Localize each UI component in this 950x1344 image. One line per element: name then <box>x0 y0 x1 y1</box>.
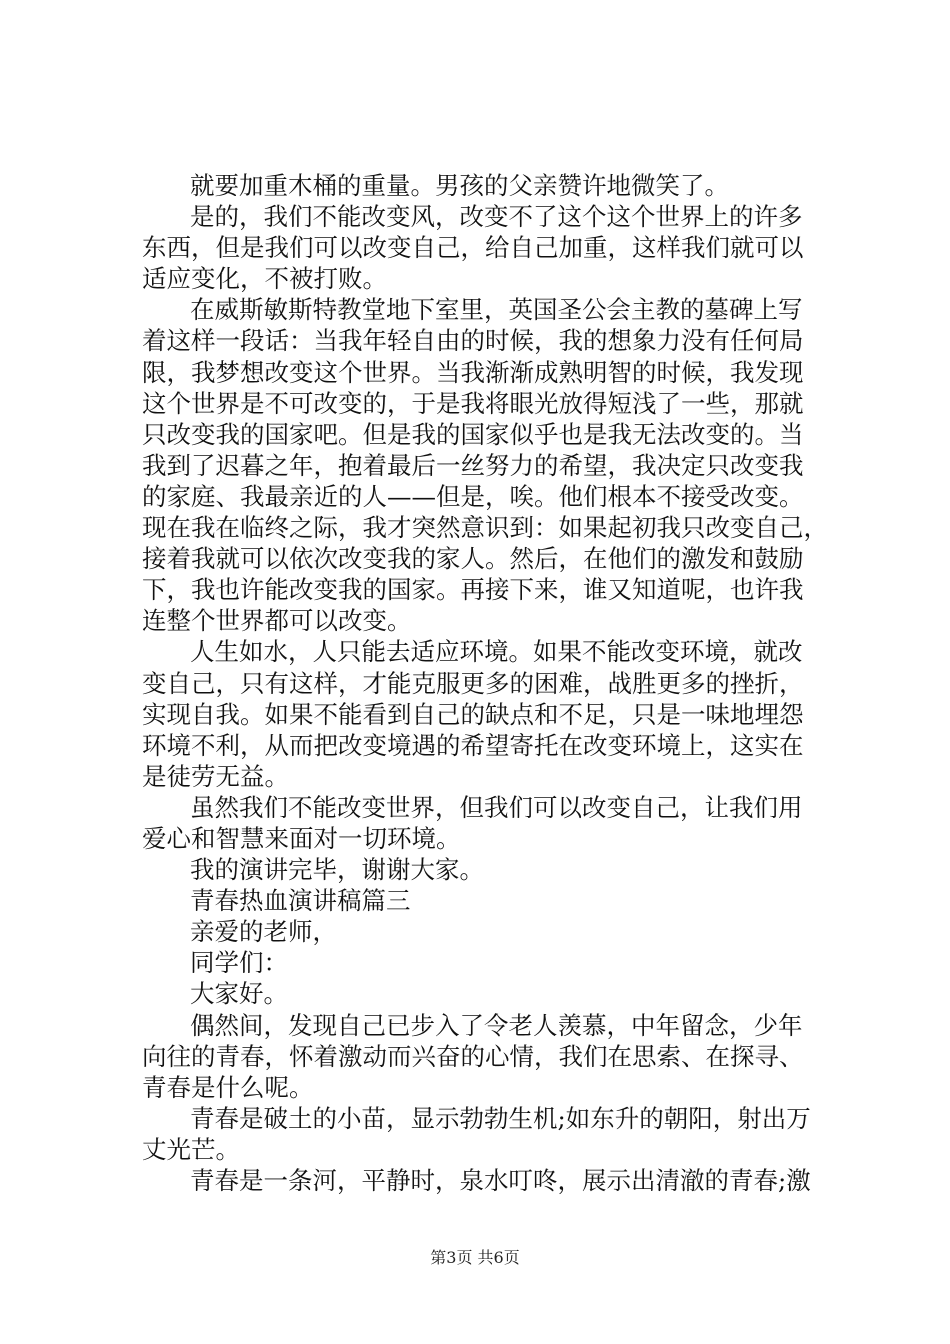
text-line: 变自己，只有这样，才能克服更多的困难，战胜更多的挫折， <box>142 668 804 698</box>
text-line: 青春是什么呢。 <box>142 1072 314 1102</box>
text-line: 现在我在临终之际，我才突然意识到：如果起初我只改变自己， <box>142 513 828 543</box>
document-body <box>142 170 832 1196</box>
text-line: 着这样一段话：当我年轻自由的时候，我的想象力没有任何局 <box>142 326 804 356</box>
text-line: 偶然间，发现自己已步入了令老人羡慕，中年留念，少年 <box>190 1010 803 1040</box>
text-line: 虽然我们不能改变世界，但我们可以改变自己，让我们用 <box>190 792 803 822</box>
text-line: 亲爱的老师， <box>190 917 337 947</box>
text-line: 适应变化，不被打败。 <box>142 264 387 294</box>
text-line: 环境不利，从而把改变境遇的希望寄托在改变环境上，这实在 <box>142 730 804 760</box>
text-line: 实现自我。如果不能看到自己的缺点和不足，只是一味地埋怨 <box>142 699 804 729</box>
text-line: 青春是破土的小苗，显示勃勃生机;如东升的朝阳，射出万 <box>190 1103 811 1133</box>
text-line: 爱心和智慧来面对一切环境。 <box>142 823 461 853</box>
text-line: 的家庭、我最亲近的人——但是，唉。他们根本不接受改变。 <box>142 481 804 511</box>
text-line: 是的，我们不能改变风，改变不了这个这个世界上的许多 <box>190 202 803 232</box>
text-line: 人生如水，人只能去适应环境。如果不能改变环境，就改 <box>190 637 803 667</box>
text-line: 是徒劳无益。 <box>142 761 289 791</box>
text-line: 接着我就可以依次改变我的家人。然后，在他们的激发和鼓励 <box>142 544 804 574</box>
text-line: 我的演讲完毕，谢谢大家。 <box>190 855 484 885</box>
text-line: 同学们： <box>190 948 288 978</box>
page-number-footer: 第3页 共6页 <box>430 1248 520 1267</box>
text-line: 就要加重木桶的重量。男孩的父亲赞许地微笑了。 <box>190 171 729 200</box>
text-line: 这个世界是不可改变的，于是我将眼光放得短浅了一些，那就 <box>142 388 804 418</box>
text-line: 大家好。 <box>190 979 288 1009</box>
text-line: 下，我也许能改变我的国家。再接下来，谁又知道呢，也许我 <box>142 575 804 605</box>
text-line: 向往的青春，怀着激动而兴奋的心情，我们在思索、在探寻、 <box>142 1041 804 1071</box>
text-line: 连整个世界都可以改变。 <box>142 606 412 636</box>
text-line: 我到了迟暮之年，抱着最后一丝努力的希望，我决定只改变我 <box>142 450 804 480</box>
text-line: 东西，但是我们可以改变自己，给自己加重，这样我们就可以 <box>142 233 804 263</box>
text-line: 在威斯敏斯特教堂地下室里，英国圣公会主教的墓碑上写 <box>190 295 803 325</box>
text-line: 丈光芒。 <box>142 1134 240 1164</box>
text-line: 青春是一条河，平静时，泉水叮咚，展示出清澈的青春;激 <box>190 1166 811 1195</box>
text-line: 只改变我的国家吧。但是我的国家似乎也是我无法改变的。当 <box>142 419 804 449</box>
section-heading: 青春热血演讲稿篇三 <box>190 886 411 916</box>
text-line: 限，我梦想改变这个世界。当我渐渐成熟明智的时候，我发现 <box>142 357 804 387</box>
